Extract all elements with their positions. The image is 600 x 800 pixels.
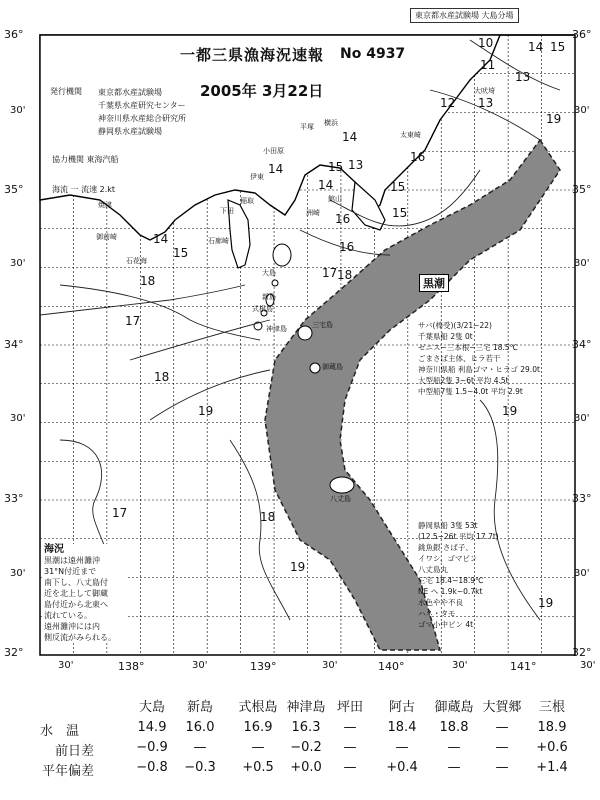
lat-label-left: 32° bbox=[4, 646, 24, 659]
sea-condition-line: 南下し、八丈島付 bbox=[44, 578, 108, 587]
place-tateyama: 館山 bbox=[328, 195, 342, 203]
table-cell: — bbox=[251, 740, 265, 755]
lat-label-left: 33° bbox=[4, 492, 24, 505]
lat-label-right: 30' bbox=[574, 258, 590, 269]
isotherm-label: 14 bbox=[342, 130, 358, 144]
mikurajima-island bbox=[310, 363, 320, 373]
place-yaizu: 焼津 bbox=[98, 201, 112, 209]
isotherm-label: 14 bbox=[528, 40, 544, 54]
place-inatori: 稲取 bbox=[240, 197, 254, 205]
table-cell: 16.3 bbox=[291, 720, 321, 735]
fishing-line: (12.5~26t 平均 17.7t) bbox=[418, 532, 499, 541]
sea-condition-line: 31°N付近まで bbox=[44, 567, 97, 576]
table-cell: — bbox=[495, 760, 509, 775]
report-date: 2005年 3月22日 bbox=[200, 82, 324, 100]
isotherm-label: 12 bbox=[440, 96, 456, 110]
table-cell: — bbox=[343, 720, 357, 735]
table-cell: 14.9 bbox=[137, 720, 167, 735]
station-header: 御蔵島 bbox=[434, 700, 474, 715]
fishing-line: 八丈島丸 bbox=[418, 565, 448, 574]
issuer-1: 東京都水産試験場 bbox=[98, 88, 162, 97]
table-cell: 16.0 bbox=[185, 720, 215, 735]
issue-number: No 4937 bbox=[340, 46, 406, 62]
isotherm-label: 14 bbox=[153, 232, 169, 246]
lat-label-left: 30' bbox=[10, 568, 26, 579]
sea-condition-line: 遠州灘沖には内 bbox=[44, 622, 100, 631]
table-cell: −0.8 bbox=[136, 760, 168, 775]
isotherm-label: 15 bbox=[328, 160, 344, 174]
row-label-water-temp: 水 温 bbox=[40, 724, 80, 739]
fishing-line: ハネ・タモ bbox=[418, 609, 456, 618]
table-cell: — bbox=[395, 740, 409, 755]
station-header: 大賀郷 bbox=[482, 700, 522, 715]
place-oshima: 大島 bbox=[262, 269, 276, 277]
table-cell: 18.4 bbox=[387, 720, 417, 735]
oshima-island bbox=[273, 244, 291, 266]
table-cell: −0.2 bbox=[290, 740, 322, 755]
lat-label-left: 36° bbox=[4, 28, 24, 41]
lon-label: 138° bbox=[118, 660, 145, 673]
lon-label: 30' bbox=[192, 660, 208, 671]
place-hachijojima: 八丈島 bbox=[330, 495, 351, 503]
lon-label: 30' bbox=[452, 660, 468, 671]
fishing-report-saba bbox=[418, 320, 568, 397]
fishing-line: 神奈川県船 利島ゴマ・ヒラゴ 29.0t bbox=[418, 365, 540, 374]
isotherm-label: 19 bbox=[198, 404, 214, 418]
miyakejima-island bbox=[298, 326, 312, 340]
station-header: 新島 bbox=[186, 700, 213, 715]
place-ito: 伊東 bbox=[250, 173, 264, 181]
table-cell: +1.4 bbox=[536, 760, 568, 775]
lat-label-left: 30' bbox=[10, 258, 26, 269]
fishing-line: 大型船2隻 3~6t 平均 4.5t bbox=[418, 376, 509, 385]
table-cell: 18.8 bbox=[439, 720, 469, 735]
lon-label: 30' bbox=[58, 660, 74, 671]
lat-label-right: 30' bbox=[574, 413, 590, 424]
lon-label: 140° bbox=[378, 660, 405, 673]
table-cell: −0.3 bbox=[184, 760, 216, 775]
station-header: 式根島 bbox=[238, 700, 278, 715]
issuer-list bbox=[98, 86, 186, 138]
table-cell: — bbox=[193, 740, 207, 755]
place-omaezaki: 御前崎 bbox=[96, 233, 117, 241]
sea-condition-line: 側反流がみられる。 bbox=[44, 633, 116, 642]
place-hiratsuka: 平塚 bbox=[300, 123, 314, 131]
table-cell: — bbox=[447, 760, 461, 775]
place-taitozaki: 太東崎 bbox=[400, 131, 421, 139]
station-header: 三根 bbox=[538, 700, 565, 715]
lat-label-right: 35° bbox=[572, 183, 592, 196]
table-cell: +0.4 bbox=[386, 760, 418, 775]
table-cell: +0.6 bbox=[536, 740, 568, 755]
table-cell: +0.0 bbox=[290, 760, 322, 775]
place-sekkaikai: 石花海 bbox=[126, 257, 147, 265]
table-cell: — bbox=[343, 760, 357, 775]
issuer-label: 発行機関 bbox=[50, 87, 82, 96]
station-header: 大島 bbox=[138, 700, 165, 715]
isotherm-label: 14 bbox=[268, 162, 284, 176]
sea-condition-summary bbox=[44, 544, 128, 643]
fishing-line: サバ(棒受)(3/21~22) bbox=[418, 321, 492, 330]
lat-label-left: 30' bbox=[10, 105, 26, 116]
isotherm-label: 16 bbox=[335, 212, 351, 226]
sea-condition-line: 黒潮は遠州灘沖 bbox=[44, 556, 100, 565]
table-cell: — bbox=[343, 740, 357, 755]
current-scale-legend: 海流 一 流速 2.kt bbox=[52, 185, 116, 194]
fishing-line: ごまさば主体、ヒラ若干 bbox=[418, 354, 501, 363]
isotherm-label: 13 bbox=[515, 70, 531, 84]
lat-label-right: 32° bbox=[572, 646, 592, 659]
isotherm-label: 13 bbox=[478, 96, 494, 110]
isotherm-label: 19 bbox=[502, 404, 518, 418]
isotherm-18-west bbox=[60, 285, 260, 340]
place-mikurajima: 御蔵島 bbox=[322, 363, 343, 371]
station-header: 阿古 bbox=[388, 700, 415, 715]
isotherm-label: 16 bbox=[339, 240, 355, 254]
fishing-line: NE へ 1.9k~0.7kt bbox=[418, 587, 483, 596]
isotherm-label: 14 bbox=[318, 178, 334, 192]
row-label-normal-deviation: 平年偏差 bbox=[42, 764, 95, 779]
source-stamp: 東京都水産試験場 大島分場 bbox=[410, 8, 519, 23]
fishing-line: イワシ、ゴマビン bbox=[418, 554, 478, 563]
isotherm-label: 17 bbox=[112, 506, 128, 520]
sea-condition-header: 海況 bbox=[44, 544, 64, 555]
sea-condition-line: 島付近から北東へ bbox=[44, 600, 108, 609]
fishing-line: ゴマ小中ビン 4t bbox=[418, 620, 474, 629]
place-shikinejima: 式根島 bbox=[252, 305, 273, 313]
lon-label: 141° bbox=[510, 660, 537, 673]
fishing-report-shizuoka bbox=[418, 520, 558, 630]
hachijojima-island bbox=[330, 477, 354, 493]
lat-label-right: 33° bbox=[572, 492, 592, 505]
isotherm-label: 11 bbox=[480, 58, 496, 72]
isotherm-label: 10 bbox=[478, 36, 494, 50]
place-odawara: 小田原 bbox=[263, 147, 284, 155]
lat-label-right: 30' bbox=[574, 105, 590, 116]
lat-label-right: 36° bbox=[572, 28, 592, 41]
station-header: 坪田 bbox=[336, 700, 363, 715]
isotherm-label: 19 bbox=[538, 596, 554, 610]
isotherm-18-mid bbox=[130, 320, 270, 360]
isotherm-label: 17 bbox=[125, 314, 141, 328]
issuer-3: 神奈川県水産総合研究所 bbox=[98, 114, 186, 123]
fishing-line: 銚魚銀 さば子、 bbox=[418, 543, 473, 552]
place-yokohama: 横浜 bbox=[324, 119, 338, 127]
lon-label: 30' bbox=[580, 660, 596, 671]
place-inubozaki: 大吠埼 bbox=[474, 87, 495, 95]
cooperation-label: 協力機関 東海汽船 bbox=[52, 155, 119, 164]
table-cell: −0.9 bbox=[136, 740, 168, 755]
isotherm-label: 17 bbox=[322, 266, 338, 280]
isotherm-label: 15 bbox=[550, 40, 566, 54]
issuer-2: 千葉県水産研究センター bbox=[98, 101, 186, 110]
place-shimoda: 下田 bbox=[220, 207, 234, 215]
table-cell: — bbox=[495, 720, 509, 735]
fishing-line: ゼニス~三本根~三宅 18.5℃ bbox=[418, 343, 519, 352]
toshima-island bbox=[272, 280, 278, 286]
lat-label-left: 34° bbox=[4, 338, 24, 351]
isotherm-label: 15 bbox=[390, 180, 406, 194]
place-sunosaki: 洲崎 bbox=[306, 209, 320, 217]
kuroshio-label: 黒潮 bbox=[419, 274, 449, 292]
place-irozaki: 石廊崎 bbox=[208, 237, 229, 245]
place-kozushima: 神津島 bbox=[266, 325, 287, 333]
place-niijima: 新島 bbox=[262, 293, 276, 301]
lat-label-right: 34° bbox=[572, 338, 592, 351]
fishing-line: 三宅 18.4~18.9℃ bbox=[418, 576, 484, 585]
isotherm-17-west bbox=[40, 285, 245, 315]
isotherm-label: 13 bbox=[348, 158, 364, 172]
lat-label-right: 30' bbox=[574, 568, 590, 579]
isotherm-label: 18 bbox=[154, 370, 170, 384]
table-cell: 18.9 bbox=[537, 720, 567, 735]
isotherm-label: 18 bbox=[260, 510, 276, 524]
lat-label-left: 35° bbox=[4, 183, 24, 196]
fishing-line: 水色やや不良 bbox=[418, 598, 463, 607]
report-title: 一都三県漁海況速報 bbox=[180, 46, 325, 64]
issuer-4: 静岡県水産試験場 bbox=[98, 127, 162, 136]
lon-label: 30' bbox=[322, 660, 338, 671]
isotherm-label: 18 bbox=[140, 274, 156, 288]
isotherm-label: 18 bbox=[337, 268, 353, 282]
fishing-line: 千葉県船 2隻 0t bbox=[418, 332, 473, 341]
sea-condition-line: 流れている。 bbox=[44, 611, 92, 620]
table-cell: 16.9 bbox=[243, 720, 273, 735]
isotherm-label: 16 bbox=[410, 150, 426, 164]
row-label-daily-diff: 前日差 bbox=[55, 744, 95, 759]
place-miyakejima: 三宅島 bbox=[312, 321, 333, 329]
fishing-line: 静岡県船 3隻 53t bbox=[418, 521, 478, 530]
sea-condition-line: 近を北上して御蔵 bbox=[44, 589, 108, 598]
isotherm-label: 19 bbox=[290, 560, 306, 574]
fishing-line: 中型船7隻 1.5~4.0t 平均 2.9t bbox=[418, 387, 523, 396]
station-header: 神津島 bbox=[286, 700, 326, 715]
isotherm-label: 19 bbox=[546, 112, 562, 126]
isotherm-label: 15 bbox=[173, 246, 189, 260]
lat-label-left: 30' bbox=[10, 413, 26, 424]
table-cell: +0.5 bbox=[242, 760, 274, 775]
isotherm-label: 15 bbox=[392, 206, 408, 220]
lon-label: 139° bbox=[250, 660, 277, 673]
table-cell: — bbox=[495, 740, 509, 755]
table-cell: — bbox=[447, 740, 461, 755]
